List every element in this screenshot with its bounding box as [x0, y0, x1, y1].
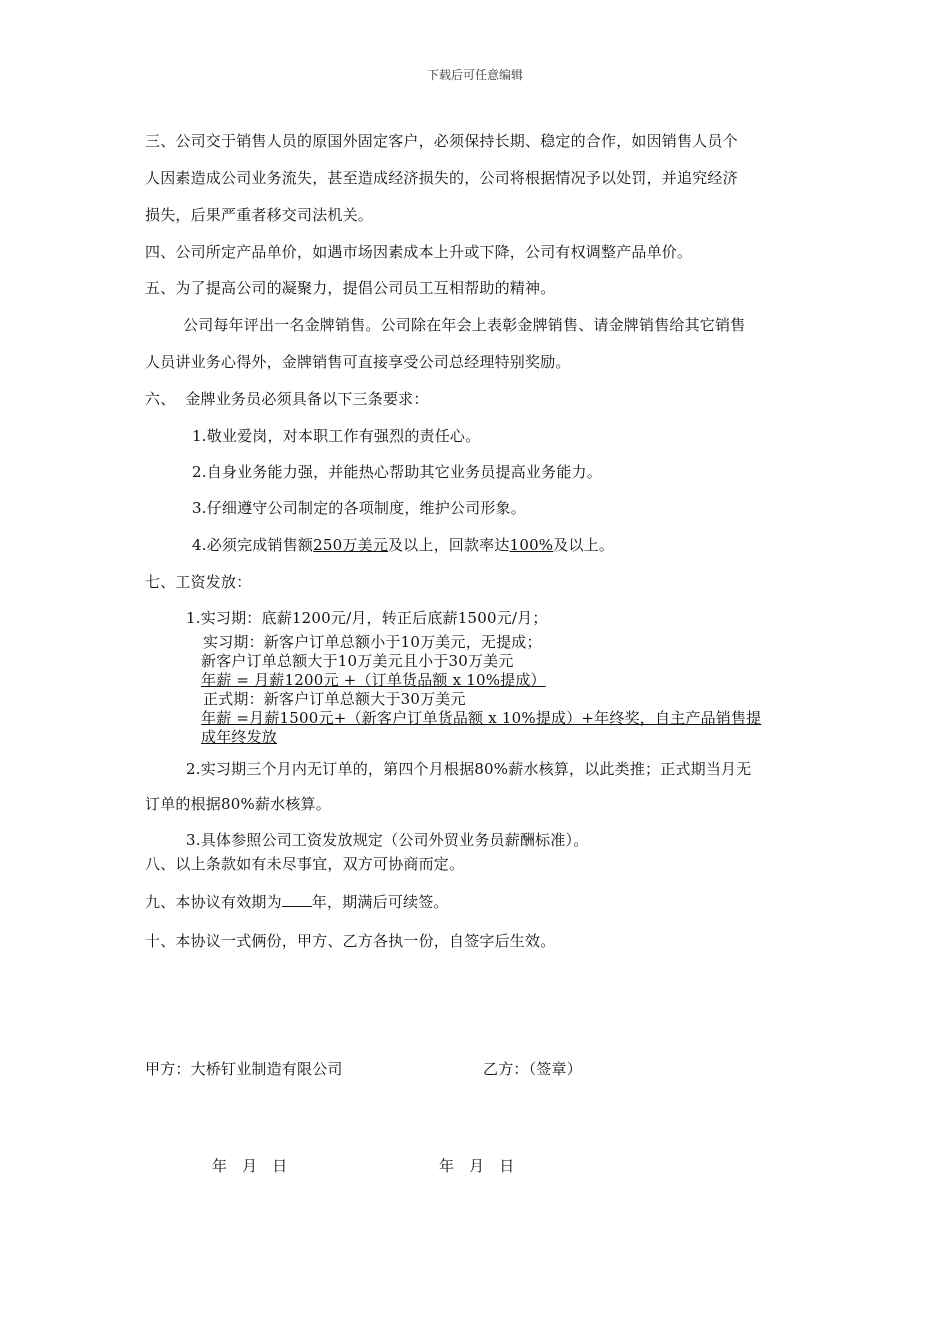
- requirement-3: 3.仔细遵守公司制定的各项制度，维护公司形象。: [192, 499, 526, 517]
- clause-5-para-2: 人员讲业务心得外，金牌销售可直接享受公司总经理特别奖励。: [145, 353, 571, 371]
- salary-item-2-line-1: 2.实习期三个月内无订单的，第四个月根据80%薪水核算，以此类推；正式期当月无: [186, 760, 752, 778]
- page-header: 下载后可任意编辑: [426, 68, 523, 82]
- salary-formula-regular: 年薪 =月薪1500元+（新客户订单货品额 x 10%提成）+年终奖，自主产品销售提: [201, 709, 762, 727]
- requirement-2: 2.自身业务能力强，并能热心帮助其它业务员提高业务能力。: [192, 463, 602, 481]
- requirement-4-text-a: 4.必须完成销售额: [192, 536, 314, 554]
- clause-4: 四、公司所定产品单价，如遇市场因素成本上升或下降，公司有权调整产品单价。: [145, 243, 693, 261]
- salary-item-3: 3.具体参照公司工资发放规定（公司外贸业务员薪酬标准）。: [186, 831, 589, 849]
- clause-10: 十、本协议一式俩份，甲方、乙方各执一份，自签字后生效。: [145, 932, 556, 950]
- clause-9-text-b: 年，期满后可续签。: [311, 893, 449, 911]
- date-party-b: 年 月 日: [439, 1157, 515, 1175]
- clause-6-title: 六、 金牌业务员必须具备以下三条要求：: [145, 390, 429, 408]
- clause-5-title: 五、为了提高公司的凝聚力，提倡公司员工互相帮助的精神。: [145, 279, 556, 297]
- date-party-a: 年 月 日: [212, 1157, 288, 1175]
- validity-years-blank: [282, 892, 312, 907]
- sales-target: 250万美元: [313, 536, 388, 554]
- clause-9: [145, 891, 449, 912]
- salary-sub-1: 实习期：新客户订单总额小于10万美元，无提成；: [203, 633, 542, 651]
- clause-8: 八、以上条款如有未尽事宜，双方可协商而定。: [145, 855, 465, 873]
- clause-5-para-1: 公司每年评出一名金牌销售。公司除在年会上表彰金牌销售、请金牌销售给其它销售: [183, 316, 746, 334]
- clause-3-line-1: 三、公司交于销售人员的原国外固定客户，必须保持长期、稳定的合作，如因销售人员个: [145, 132, 738, 150]
- salary-formula-regular-cont: 成年终发放: [201, 728, 278, 746]
- requirement-4-text-c: 及以上。: [553, 536, 615, 554]
- salary-item-2-line-2: 订单的根据80%薪水核算。: [145, 795, 331, 813]
- collection-rate: 100%: [509, 536, 554, 554]
- clause-7-title: 七、工资发放：: [145, 573, 252, 591]
- salary-sub-2: 新客户订单总额大于10万美元且小于30万美元: [201, 652, 514, 670]
- salary-formula-trainee: 年薪 = 月薪1200元 +（订单货品额 x 10%提成）: [201, 671, 546, 689]
- requirement-4: [192, 534, 614, 555]
- requirement-4-text-b: 及以上，回款率达: [387, 536, 510, 554]
- clause-3-line-2: 人因素造成公司业务流失，甚至造成经济损失的，公司将根据情况予以处罚，并追究经济: [145, 169, 738, 187]
- clause-9-text-a: 九、本协议有效期为: [145, 893, 282, 911]
- party-a: 甲方：大桥钉业制造有限公司: [145, 1060, 343, 1078]
- party-b: 乙方：（签章）: [483, 1060, 582, 1078]
- salary-sub-4: 正式期：新客户订单总额大于30万美元: [203, 690, 466, 708]
- requirement-1: 1.敬业爱岗，对本职工作有强烈的责任心。: [192, 427, 481, 445]
- clause-3-line-3: 损失，后果严重者移交司法机关。: [145, 206, 374, 224]
- salary-item-1: 1.实习期：底薪1200元/月，转正后底薪1500元/月；: [186, 609, 548, 627]
